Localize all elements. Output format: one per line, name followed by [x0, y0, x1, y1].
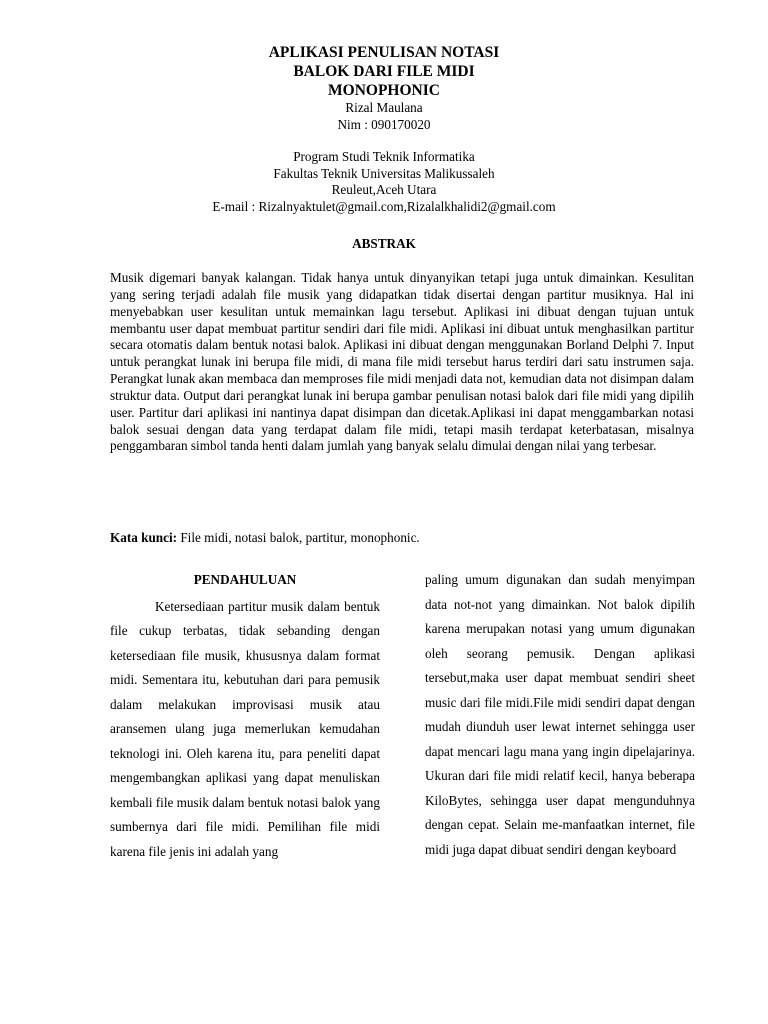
faculty: Fakultas Teknik Universitas Malikussaleh [273, 165, 495, 181]
paper-header [0, 43, 768, 216]
introduction-heading: PENDAHULUAN [193, 572, 297, 587]
paper-title-line-1: APLIKASI PENULISAN NOTASI [268, 44, 500, 61]
introduction-left-column [110, 570, 380, 865]
introduction-right-column [425, 570, 695, 863]
author-email: E-mail : Rizalnyaktulet@gmail.com,Rizalalkhalidi2@gmail.com [212, 198, 556, 214]
location: Reuleut,Aceh Utara [331, 182, 437, 198]
study-program: Program Studi Teknik Informatika [293, 149, 475, 165]
keywords [110, 529, 694, 546]
header-spacer [0, 133, 768, 149]
author-name: Rizal Maulana [345, 100, 423, 115]
introduction-right-text: paling umum digunakan dan sudah menyimpan data not-not yang dimainkan. Not balok dipilih karena merupakan notasi yang umum digunakan oleh seorang pemusik. Dengan aplikasi tersebut,maka user dapat membuat sendiri sheet music dari file midi.File midi sendiri dapat dengan mudah diunduh user lewat internet sehingga user dapat mencari lagu mana yang ingin dipelajarinya. Ukuran dari file midi relatif kecil, hanya beberapa KiloBytes, sehingga user dapat mengunduhnya dengan cepat. Selain me-manfaatkan internet, file midi juga dapat dibuat sendiri dengan keyboard [425, 572, 695, 858]
keywords-label: Kata kunci: [110, 530, 178, 545]
abstract-heading: ABSTRAK [352, 236, 416, 251]
paper-title-line-2: BALOK DARI FILE MIDI [293, 63, 475, 80]
author-nim: Nim : 090170020 [337, 116, 431, 132]
introduction-left-text: Ketersediaan partitur musik dalam bentuk file cukup terbatas, tidak sebanding dengan ketersediaan file musik, khususnya dalam format midi. Sementara itu, kebutuhan dari para pemusik dalam melakukan improvisasi musik atau aransemen ulang juga memerlukan kemudahan teknologi ini. Oleh karena itu, para peneliti dapat mengembangkan aplikasi yang dapat menuliskan kembali file musik dalam bentuk notasi balok yang sumbernya dari file midi. Pemilihan file midi karena file jenis ini adalah yang [110, 598, 380, 859]
keywords-text: File midi, notasi balok, partitur, monophonic. [177, 530, 420, 545]
abstract-body: Musik digemari banyak kalangan. Tidak hanya untuk dinyanyikan tetapi juga untuk dimainkan. Kesulitan yang sering terjadi adalah file musik yang didapatkan tidak disertai dengan partitur musiknya. Hal ini menyebabkan user kesulitan untuk memainkan lagu tersebut. Aplikasi ini dibuat dengan tujuan untuk membantu user dapat membuat partitur sendiri dari file midi. Aplikasi ini dibuat untuk menghasilkan partitur secara otomatis dalam bentuk notasi balok. Aplikasi ini dibuat dengan menggunakan Borland Delphi 7. Input untuk perangkat lunak ini berupa file midi, di mana file midi tersebut harus terdiri dari satu instrumen saja. Perangkat lunak akan membaca dan memproses file midi menjadi data not, kemudian data not disimpan dalam struktur data. Output dari perangkat lunak ini berupa gambar penulisan notasi balok dari file midi yang dipilih user. Partitur dari aplikasi ini nantinya dapat disimpan dan dicetak.Aplikasi ini dapat menggambarkan notasi balok sesuai dengan data yang terdapat dalam file midi, tetapi masih terdapat keterbatasan, misalnya penggambaran simbol tanda henti dalam jumlah yang banyak selalu dimulai dengan nilai yang terbesar. [110, 270, 694, 454]
paper-title-line-3: MONOPHONIC [328, 82, 440, 99]
